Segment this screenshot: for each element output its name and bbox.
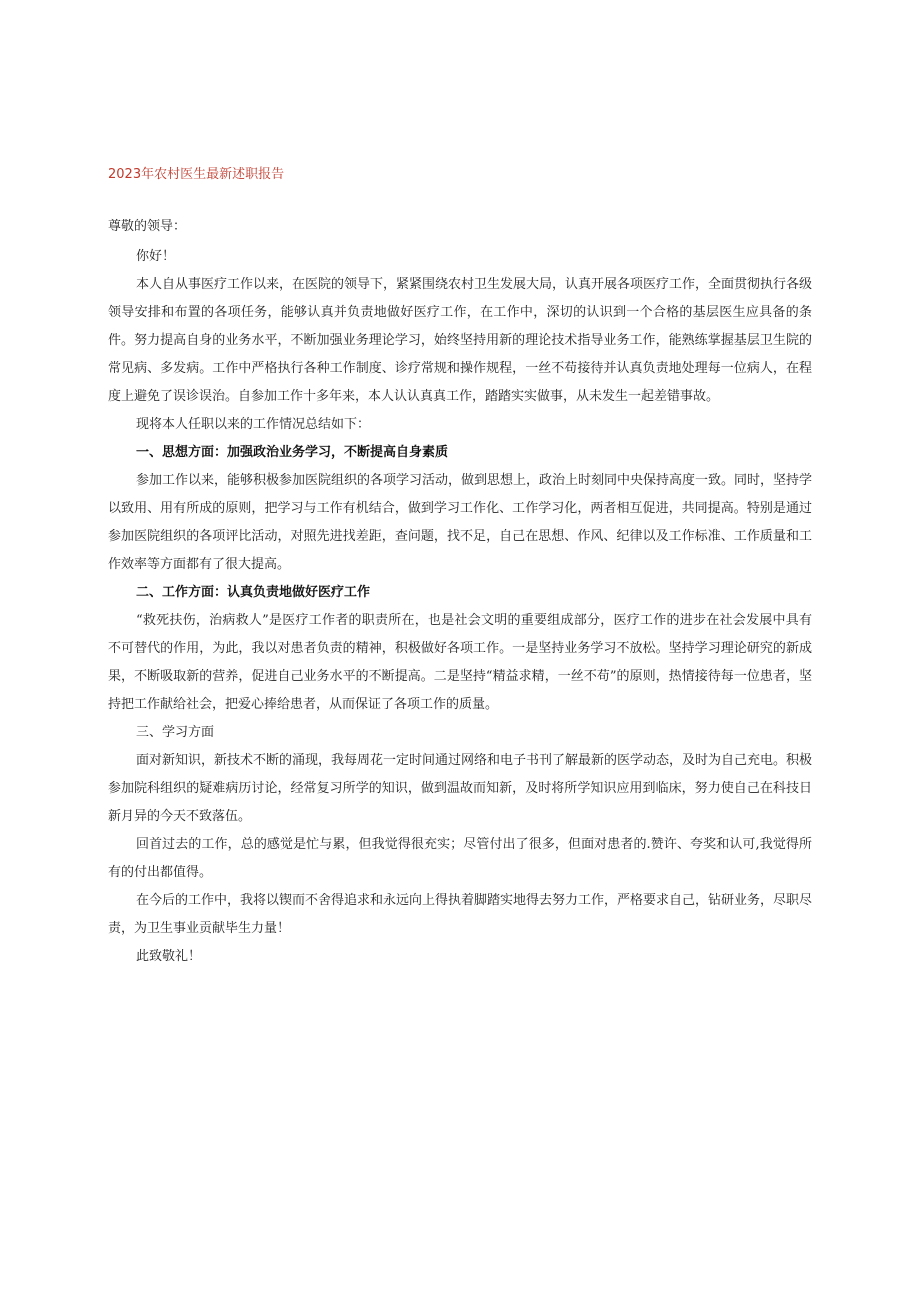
document-body (108, 213, 812, 971)
salutation: 尊敬的领导： (108, 219, 187, 234)
section1-heading: 一、思想方面：加强政治业务学习，不断提高自身素质 (136, 445, 449, 460)
section3-paragraph: 面对新知识，新技术不断的涌现，我每周花一定时间通过网络和电子书刊了解最新的医学动态，及时为自己充电。积极参加院科组织的疑难病历讨论，经常复习所学的知识，做到温故而知新，及时将所学知识应用到临床，努力使自己在科技日新月异的今天不致落伍。 (108, 753, 813, 824)
section3-heading: 三、学习方面 (136, 725, 215, 740)
intro-paragraph: 本人自从事医疗工作以来，在医院的领导下，紧紧围绕农村卫生发展大局，认真开展各项医疗工作，全面贯彻执行各级领导安排和布置的各项任务，能够认真并负责地做好医疗工作，在工作中，深切的认识到一个合格的基层医生应具备的条件。努力提高自身的业务水平，不断加强业务理论学习，始终坚持用新的理论技术指导业务工作，能熟练掌握基层卫生院的常见病、多发病。工作中严格执行各种工作制度、诊疗常规和操作规程，一丝不苟接待并认真负责地处理每一位病人，在程度上避免了误诊误治。自参加工作十多年来，本人认认真真工作，踏踏实实做事，从未发生一起差错事故。 (108, 277, 813, 404)
future-paragraph: 在今后的工作中，我将以锲而不舍得追求和永远向上得执着脚踏实地得去努力工作，严格要求自己，钻研业务，尽职尽责，为卫生事业贡献毕生力量！ (108, 893, 813, 936)
document-title: 2023年农村医生最新述职报告 (108, 167, 285, 182)
greeting: 你好！ (136, 249, 176, 264)
closing-line: 此致敬礼！ (136, 949, 202, 964)
section2-heading: 二、工作方面：认真负责地做好医疗工作 (136, 585, 371, 600)
section2-paragraph: “救死扶伤，治病救人”是医疗工作者的职责所在，也是社会文明的重要组成部分，医疗工作的进步在社会发展中具有不可替代的作用，为此，我以对患者负责的精神，积极做好各项工作。一是坚持业务学习不放松。坚持学习理论研究的新成果，不断吸取新的营养，促进自己业务水平的不断提高。二是坚持“精益求精，一丝不苟”的原则，热情接待每一位患者，坚持把工作献给社会，把爱心捧给患者，从而保证了各项工作的质量。 (108, 613, 812, 712)
reflection-paragraph: 回首过去的工作，总的感觉是忙与累，但我觉得很充实；尽管付出了很多，但面对患者的.赞许、夸奖和认可,我觉得所有的付出都值得。 (108, 837, 812, 880)
summary-lead: 现将本人任职以来的工作情况总结如下： (136, 417, 371, 432)
section1-paragraph: 参加工作以来，能够积极参加医院组织的各项学习活动，做到思想上，政治上时刻同中央保持高度一致。同时，坚持学以致用、用有所成的原则，把学习与工作有机结合，做到学习工作化、工作学习化，两者相互促进，共同提高。特别是通过参加医院组织的各项评比活动，对照先进找差距，查问题，找不足，自己在思想、作风、纪律以及工作标准、工作质量和工作效率等方面都有了很大提高。 (108, 473, 813, 572)
